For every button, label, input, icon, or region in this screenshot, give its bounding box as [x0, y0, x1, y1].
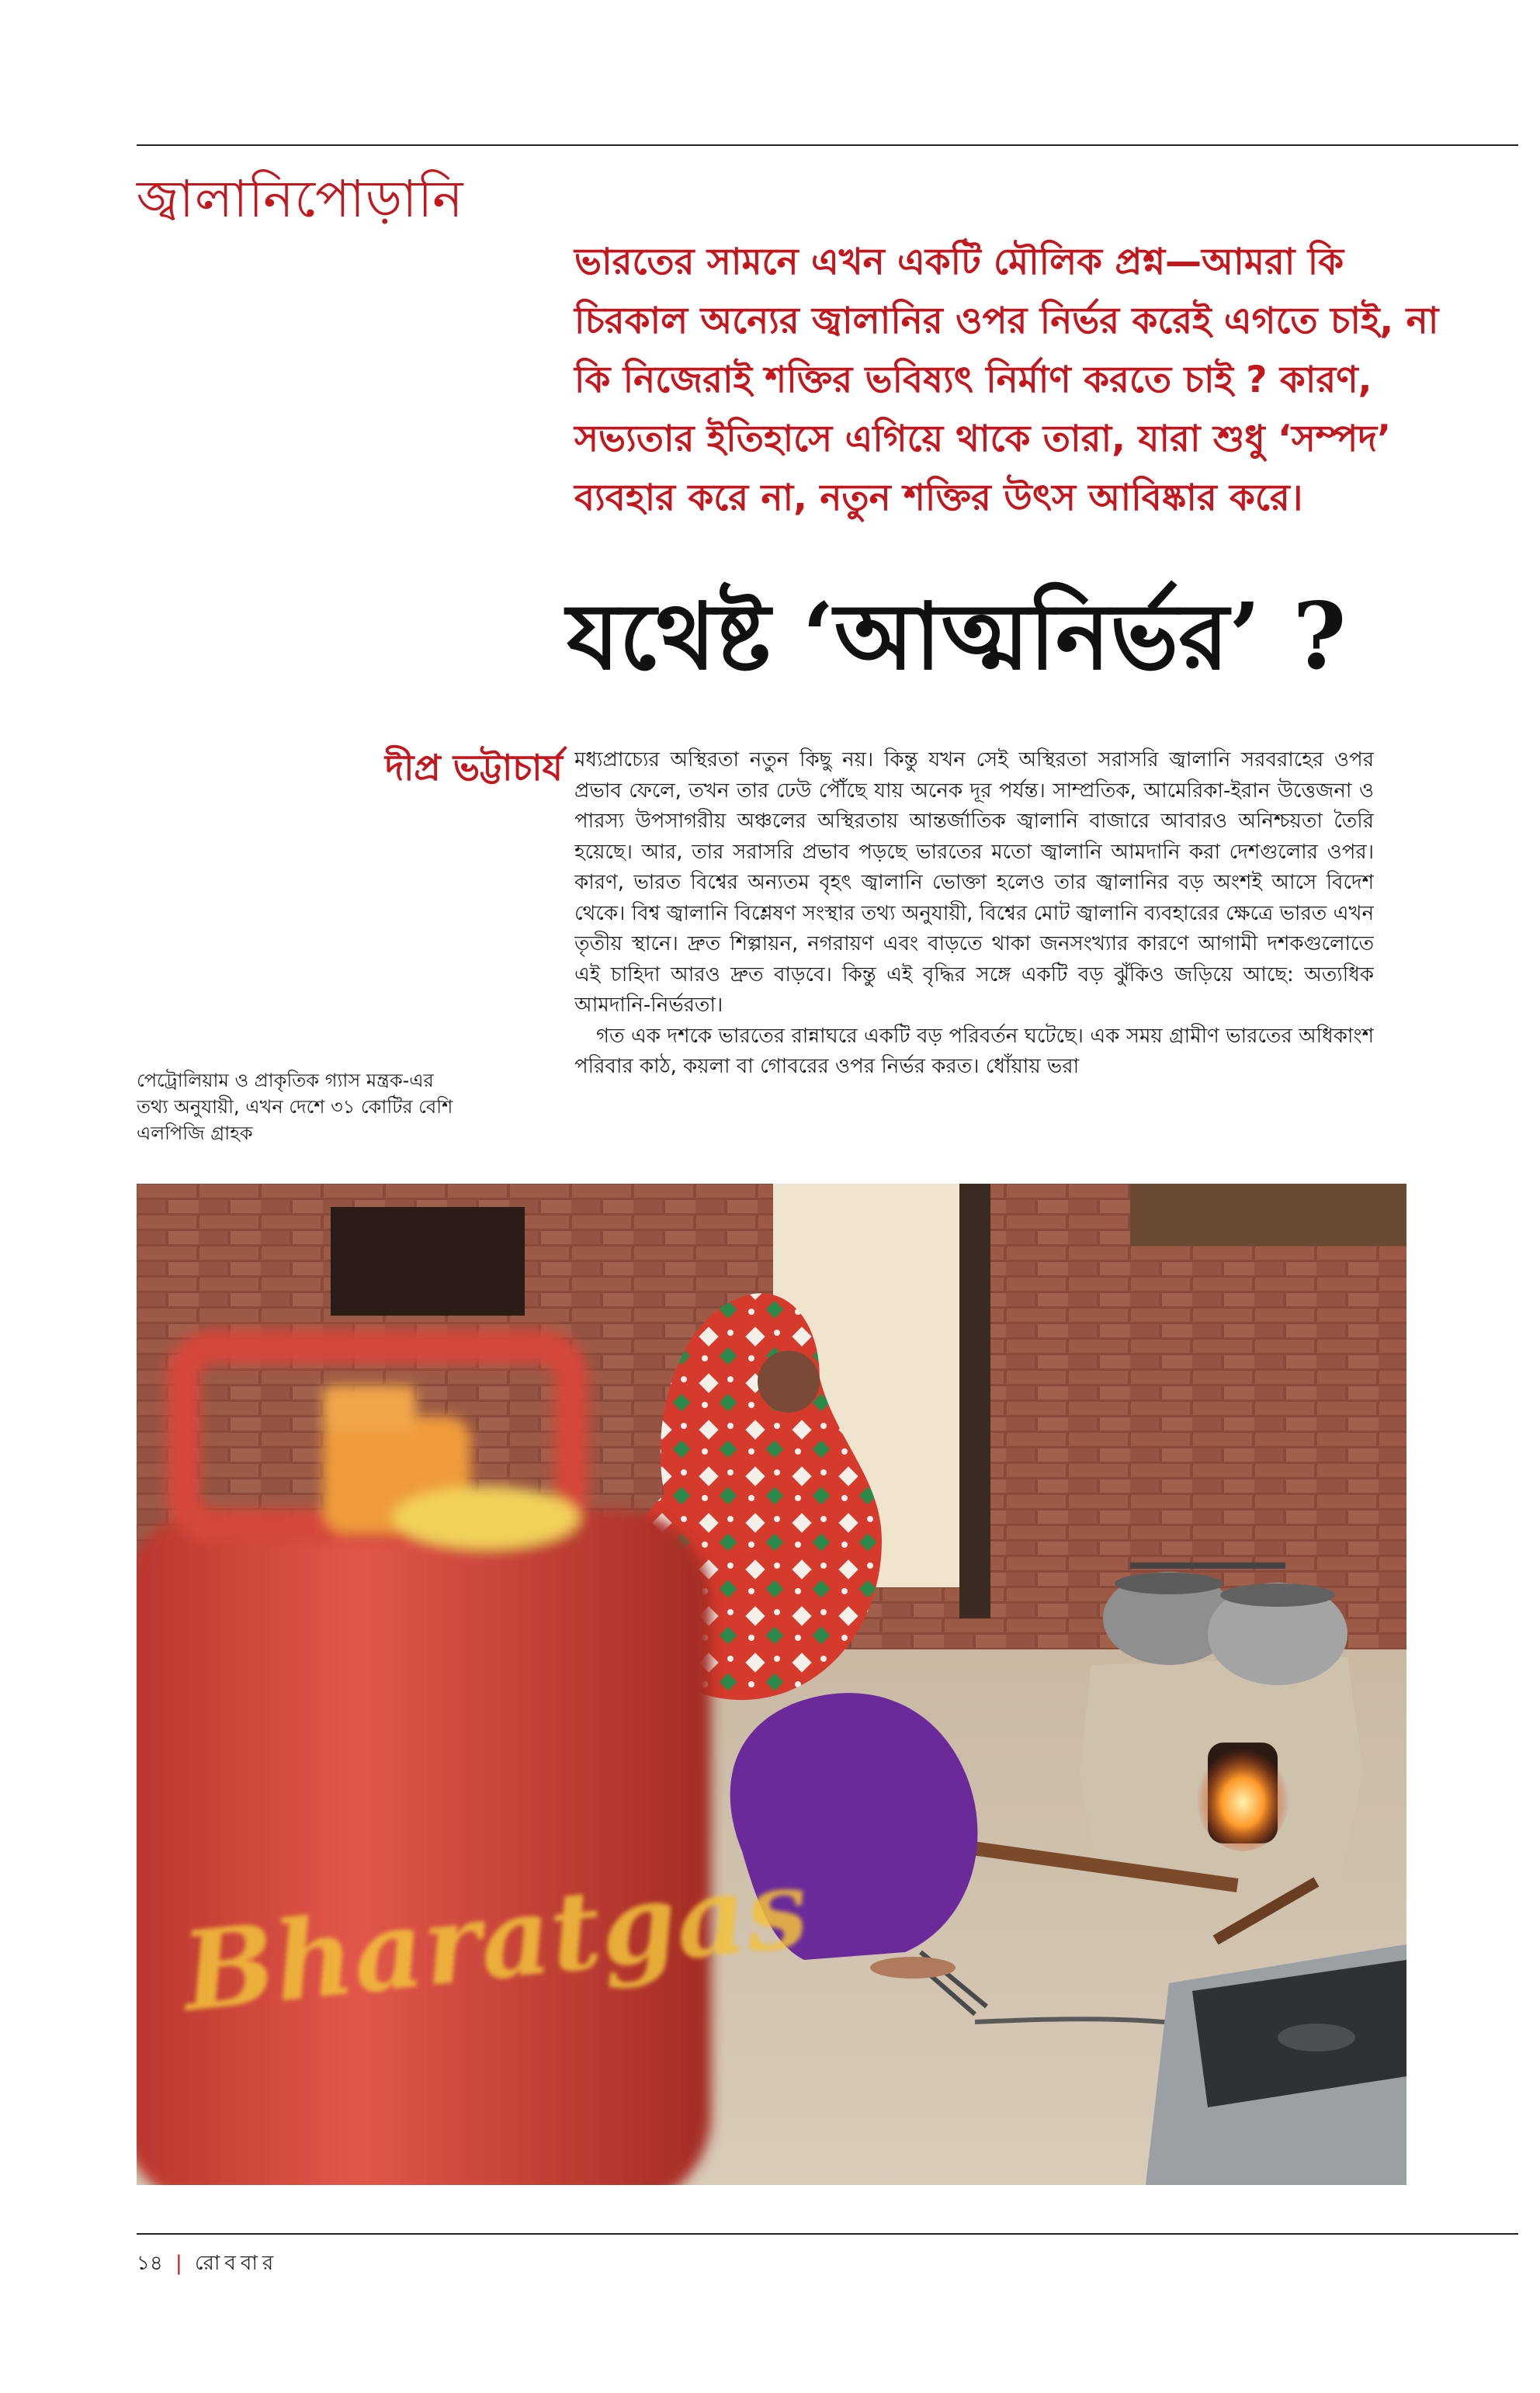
body-paragraph: গত এক দশকে ভারতের রান্নাঘরে একটি বড় পরিবর্তন ঘটেছে। এক সময় গ্রামীণ ভারতের অধিকাংশ পরিবার কাঠ, কয়লা বা গোবরের ওপর নির্ভর করত। ধোঁয়ায় ভরা	[574, 1024, 1374, 1078]
byline: দীপ্র ভট্টাচার্য	[385, 747, 563, 789]
bottom-rule	[137, 2233, 1518, 2235]
article-photo	[137, 1184, 1406, 2185]
top-rule	[137, 144, 1518, 146]
page-number: ১৪	[137, 2252, 163, 2275]
article-body	[574, 745, 1374, 1157]
photo-caption: পেট্রোলিয়াম ও প্রাকৃতিক গ্যাস মন্ত্রক-এর তথ্য অনুযায়ী, এখন দেশে ৩১ কোটির বেশি এলপিজি গ্রাহক	[137, 1070, 453, 1144]
body-paragraph: মধ্যপ্রাচ্যের অস্থিরতা নতুন কিছু নয়। কিন্তু যখন সেই অস্থিরতা সরাসরি জ্বালানি সরবরাহের ওপর প্রভাব ফেলে, তখন তার ঢেউ পৌঁছে যায় অনেক দূর পর্যন্ত। সাম্প্রতিক, আমেরিকা-ইরান উত্তেজনা ও পারস্য উপসাগরীয় অঞ্চলের অস্থিরতায় আন্তর্জাতিক জ্বালানি বাজারে আবারও অনিশ্চয়তা তৈরি হয়েছে। আর, তার সরাসরি প্রভাব পড়ছে ভারতের মতো জ্বালানি আমদানি করা দেশগুলোর ওপর। কারণ, ভারত বিশ্বের অন্যতম বৃহৎ জ্বালানি ভোক্তা হলেও তার জ্বালানির বড় অংশই আসে বিদেশ থেকে। বিশ্ব জ্বালানি বিশ্লেষণ সংস্থার তথ্য অনুযায়ী, বিশ্বের মোট জ্বালানি ব্যবহারের ক্ষেত্রে ভারত এখন তৃতীয় স্থানে। দ্রুত শিল্পায়ন, নগরায়ণ এবং বাড়তে থাকা জনসংখ্যার কারণে আগামী দশকগুলোতে এই চাহিদা আরও দ্রুত বাড়বে। কিন্তু এই বৃদ্ধির সঙ্গে একটি বড় ঝুঁকিও জড়িয়ে আছে: অত্যধিক আমদানি-নির্ভরতা।	[574, 748, 1374, 1017]
headline: যথেষ্ট ‘আত্মনির্ভর’ ?	[567, 582, 1347, 690]
section-label: জ্বালানিপোড়ানি	[137, 169, 464, 229]
cylinder-wordmark: Bharatgas	[176, 1844, 814, 2037]
publication-name: রোববার	[195, 2252, 279, 2275]
folio-separator: |	[175, 2252, 182, 2275]
folio	[137, 2247, 278, 2281]
standfirst: ভারতের সামনে এখন একটি মৌলিক প্রশ্ন—আমরা কি চিরকাল অন্যের জ্বালানির ওপর নির্ভর করেই এগতে চাই, না কি নিজেরাই শক্তির ভবিষ্যৎ নির্মাণ করতে চাই ? কারণ, সভ্যতার ইতিহাসে এগিয়ে থাকে তারা, যারা শুধু ‘সম্পদ’ ব্যবহার করে না, নতুন শক্তির উৎস আবিষ্কার করে।	[574, 241, 1439, 519]
